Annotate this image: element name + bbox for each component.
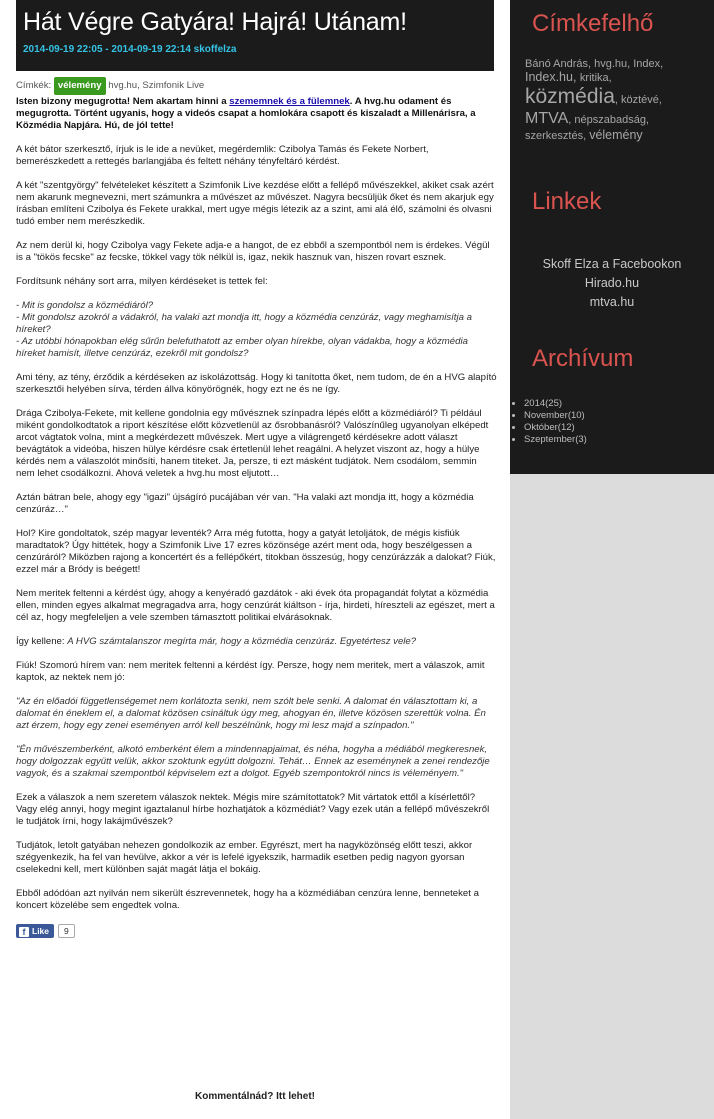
link-mtva[interactable]: mtva.hu [589, 295, 635, 309]
paragraph-12: Ezek a válaszok a nem szeretem válaszok nektek. Mégis mire számítottatok? Mit vártatok ettől a kísérlettől? Vagy elég annyi, hogy megint igaztalanul hírbe hozhatjátok a közmédiát? Vagy ezek után a fellépő művészekről le tudjátok írni, hogy lakájművészek? [16, 792, 490, 827]
archive-list [514, 398, 587, 446]
link-facebook[interactable]: Skoff Elza a Facebookon [542, 257, 682, 271]
tag-links[interactable]: hvg.hu, Szimfonik Live [108, 80, 205, 91]
paragraph-10-lead: Így kellene: [16, 636, 68, 647]
paragraph-10-italic: A HVG számtalanszor megírta már, hogy a közmédia cenzúráz. Egyetértesz vele? [67, 636, 417, 647]
facebook-icon: f [19, 927, 29, 937]
lead-link[interactable]: szememnek és a fülemnek [229, 96, 350, 107]
paragraph-1: A két bátor szerkesztő, írjuk is le ide a nevüket, megérdemlik: Czibolya Tamás és Fekete Norbert, bemerészkedett a rettegés barlangjába és feltett néhány tényfeltáró kérdést. [16, 144, 429, 167]
tag-link[interactable]: szerkesztés, [525, 130, 590, 142]
lead-text-a: Isten bizony megugrotta! Nem akartam hinni a [16, 96, 230, 107]
question-1: - Mit is gondolsz a közmédiáról? [16, 300, 154, 311]
tag-link[interactable]: , köztévé, [614, 94, 662, 106]
paragraph-6: Drága Czibolya-Fekete, mit kellene gondolnia egy művésznek színpadra lépés előtt a közmédiáról? Ti például miként gondolkodtatok a riport készítése előtt közvetlenül az ősrobbanásról? Valószínűleg ugyanolyan elképedt arcot vágtatok volna, mint a megkérdezett művészek. Mert ugye a világrengető kérdésekre adott választ bevágtátok a videóba, hiszen hülye kérdésre csak értetlenül lehet reagálni. A helyzet viszont az, hogy a hülye kérdés nem a válaszolót minősíti, hanem titeket. Ja, persze, ti ezt másként tudjátok. Nem csodálom, semmin nem lehet csodálkozni. Ahová veletek a hvg.hu most eljutott… [16, 408, 489, 479]
paragraph-13: Tudjátok, letolt gatyában nehezen gondolkozik az ember. Egyrészt, mert ha nagyközönség előtt teszi, akkor szégyenkezik, ha fel van hevülve, akkor a vér is lefelé igyekszik, harmadik esetben pedig nagyon gyorsan cselekedni kell, mert különben saját magát látja el bokáig. [16, 840, 473, 875]
tag-link[interactable]: vélemény [589, 128, 643, 142]
sidebar [510, 0, 714, 474]
tag-link[interactable]: közmédia [525, 85, 615, 108]
paragraph-14: Ebből adódóan azt nyilván nem sikerült észrevennetek, hogy ha a közmédiában cenzúra lenne, benneteket a koncert közelébe sem engedtek volna. [16, 888, 479, 911]
tags-row [16, 76, 498, 96]
paragraph-11: Fiúk! Szomorú hírem van: nem meritek feltenni a kérdést így. Persze, hogy nem meritek, mert a válaszok, amit kaptok, az nektek nem jó: [16, 660, 485, 683]
post-title: Hát Végre Gatyára! Hajrá! Utánam! [23, 8, 407, 36]
tag-badge-velemeny[interactable]: vélemény [54, 77, 106, 95]
quote-2: "Én művészemberként, alkotó emberként élem a mindennapjaimat, és néha, hogyha a médiából megkeresnek, hogy dolgozzak együtt velük, akkor szoktunk együtt dolgozni. Tehát… Ennek az eseménynek a zenei rendezője vagyok, és a szakmai szempontból képviselem ezt a dolgot. Egyéb szempontokról nincs is véleményem." [16, 744, 490, 779]
archive-item[interactable]: • November(10) [524, 410, 587, 422]
paragraph-4: Fordítsunk néhány sort arra, milyen kérdéseket is tettek fel: [16, 276, 268, 287]
lead-paragraph [16, 96, 498, 132]
comment-heading: Kommentálnád? Itt lehet! [194, 1091, 315, 1102]
links-list [510, 255, 714, 312]
tag-link[interactable]: Bánó András, [525, 58, 595, 70]
archive-item[interactable]: • 2014(25) [524, 398, 587, 410]
tag-link[interactable]: Index.hu, [525, 70, 580, 84]
paragraph-10 [16, 636, 498, 648]
link-hirado[interactable]: Hirado.hu [584, 276, 640, 290]
tag-cloud [525, 58, 705, 143]
archive-item[interactable]: • Október(12) [524, 422, 587, 434]
tags-label: Címkék: [16, 80, 52, 91]
post-body [16, 76, 498, 940]
question-2: - Mit gondolsz azokról a vádakról, ha valaki azt mondja itt, hogy a közmédia cenzúráz, vagy meghamisítja a híreket? [16, 312, 472, 335]
tag-link[interactable]: kritika, [579, 72, 612, 84]
paragraph-2: A két "szentgyörgy" felvételeket készített a Szimfonik Live kezdése előtt a fellépő művészekkel, akiket csak azért nem akarunk megnevezni, mert számunkra a művészet az művészet. Nagyra becsüljük őket és nem akarjuk egy írásban említeni Czibolya és Fekete urakkal, mert ugye mégis létezik az a szint, ami alá élő, számolni és olvasni tudó ember nem merészkedik. [16, 180, 494, 227]
paragraph-9: Nem meritek feltenni a kérdést úgy, ahogy a kenyéradó gazdátok - aki évek óta propagandát folytat a közmédia ellen, minden egyes alkalmat megragadva arra, hogy cenzúrát kiáltson - írja, hirdeti, híreszteli az egészet, mert a cél az, hogy megfeleljen a vele szemben támasztott politikai elvárásoknak. [16, 588, 495, 623]
quote-1: "Az én előadói függetlenségemet nem korlátozta senki, nem szólt bele senki. A dalomat én választottam ki, a dalomat én éneklem el, a dalomat közösen csináltuk úgy meg, ahogyan én, illetve közösen szerettük volna. Én azt érzem, hogy egy zenei eseményen arról kell beszélnünk, hogy mi lesz majd a színpadon." [16, 696, 486, 731]
paragraph-8: Hol? Kire gondoltatok, szép magyar leventék? Arra még futotta, hogy a gatyát letoljátok, de mégis kisfiúk maradtatok? Úgy hittétek, hogy a Szimfonik Live 17 ezres közönsége azért ment oda, hogy beszélgessen a cenzúráról? Miközben rajong a koncertért és a fellépőkért, titokban összesúg, hogy cenzúrázzák a dalokat? Fiúk, ezzel már a Bródy is beégett! [16, 528, 496, 575]
facebook-like-button[interactable] [16, 924, 54, 938]
tag-link[interactable]: hvg.hu, [594, 58, 634, 70]
archive-heading: Archívum [532, 345, 634, 372]
links-heading: Linkek [532, 188, 602, 215]
archive-item[interactable]: • Szeptember(3) [524, 434, 587, 446]
like-row [16, 924, 498, 940]
like-count: 9 [58, 924, 75, 938]
question-3: - Az utóbbi hónapokban elég sűrűn belefuthatott az ember olyan hírekbe, olyan vádakba, hogy a közmédia híreket hamisít, illetve cenzúráz, ezekről mit gondolsz? [16, 336, 468, 359]
tagcloud-heading: Címkefelhő [532, 10, 654, 37]
paragraph-7: Aztán bátran bele, ahogy egy "igazi" újságíró pucájában vér van. "Ha valaki azt mondja itt, hogy a közmédia cenzúráz…" [16, 492, 474, 515]
question-list [16, 300, 498, 360]
tag-link[interactable]: MTVA [525, 110, 569, 127]
tag-link[interactable]: Index, [633, 58, 664, 70]
post-meta: 2014-09-19 22:05 - 2014-09-19 22:14 skoffelza [23, 44, 237, 55]
post-header [16, 0, 494, 71]
lead-text-b: . A hvg.hu odament és megugrotta. Történt ugyanis, hogy a videós csapat a homlokára csapott és kiszaladt a Millenárisra, a Közmédia Napjára. Hú, de jól tette! [16, 96, 476, 131]
paragraph-5: Ami tény, az tény, érződik a kérdéseken az iskolázottság. Hogy ki tanította őket, nem tudom, de én a HVG alapító szerkesztői helyében sírva, térden állva könyörögnék, hogy ezt ne és ne így. [16, 372, 497, 395]
tag-link[interactable]: , népszabadság, [568, 114, 649, 126]
paragraph-3: Az nem derül ki, hogy Czibolya vagy Fekete adja-e a hangot, de ez ebből a szempontból nem is érdekes. Végül is a "tökös fecske" az fecske, tökkel vagy tök nélkül is, igaz, nekik hasznuk van, hiszen rovart esznek. [16, 240, 490, 263]
like-label: Like [32, 926, 50, 936]
